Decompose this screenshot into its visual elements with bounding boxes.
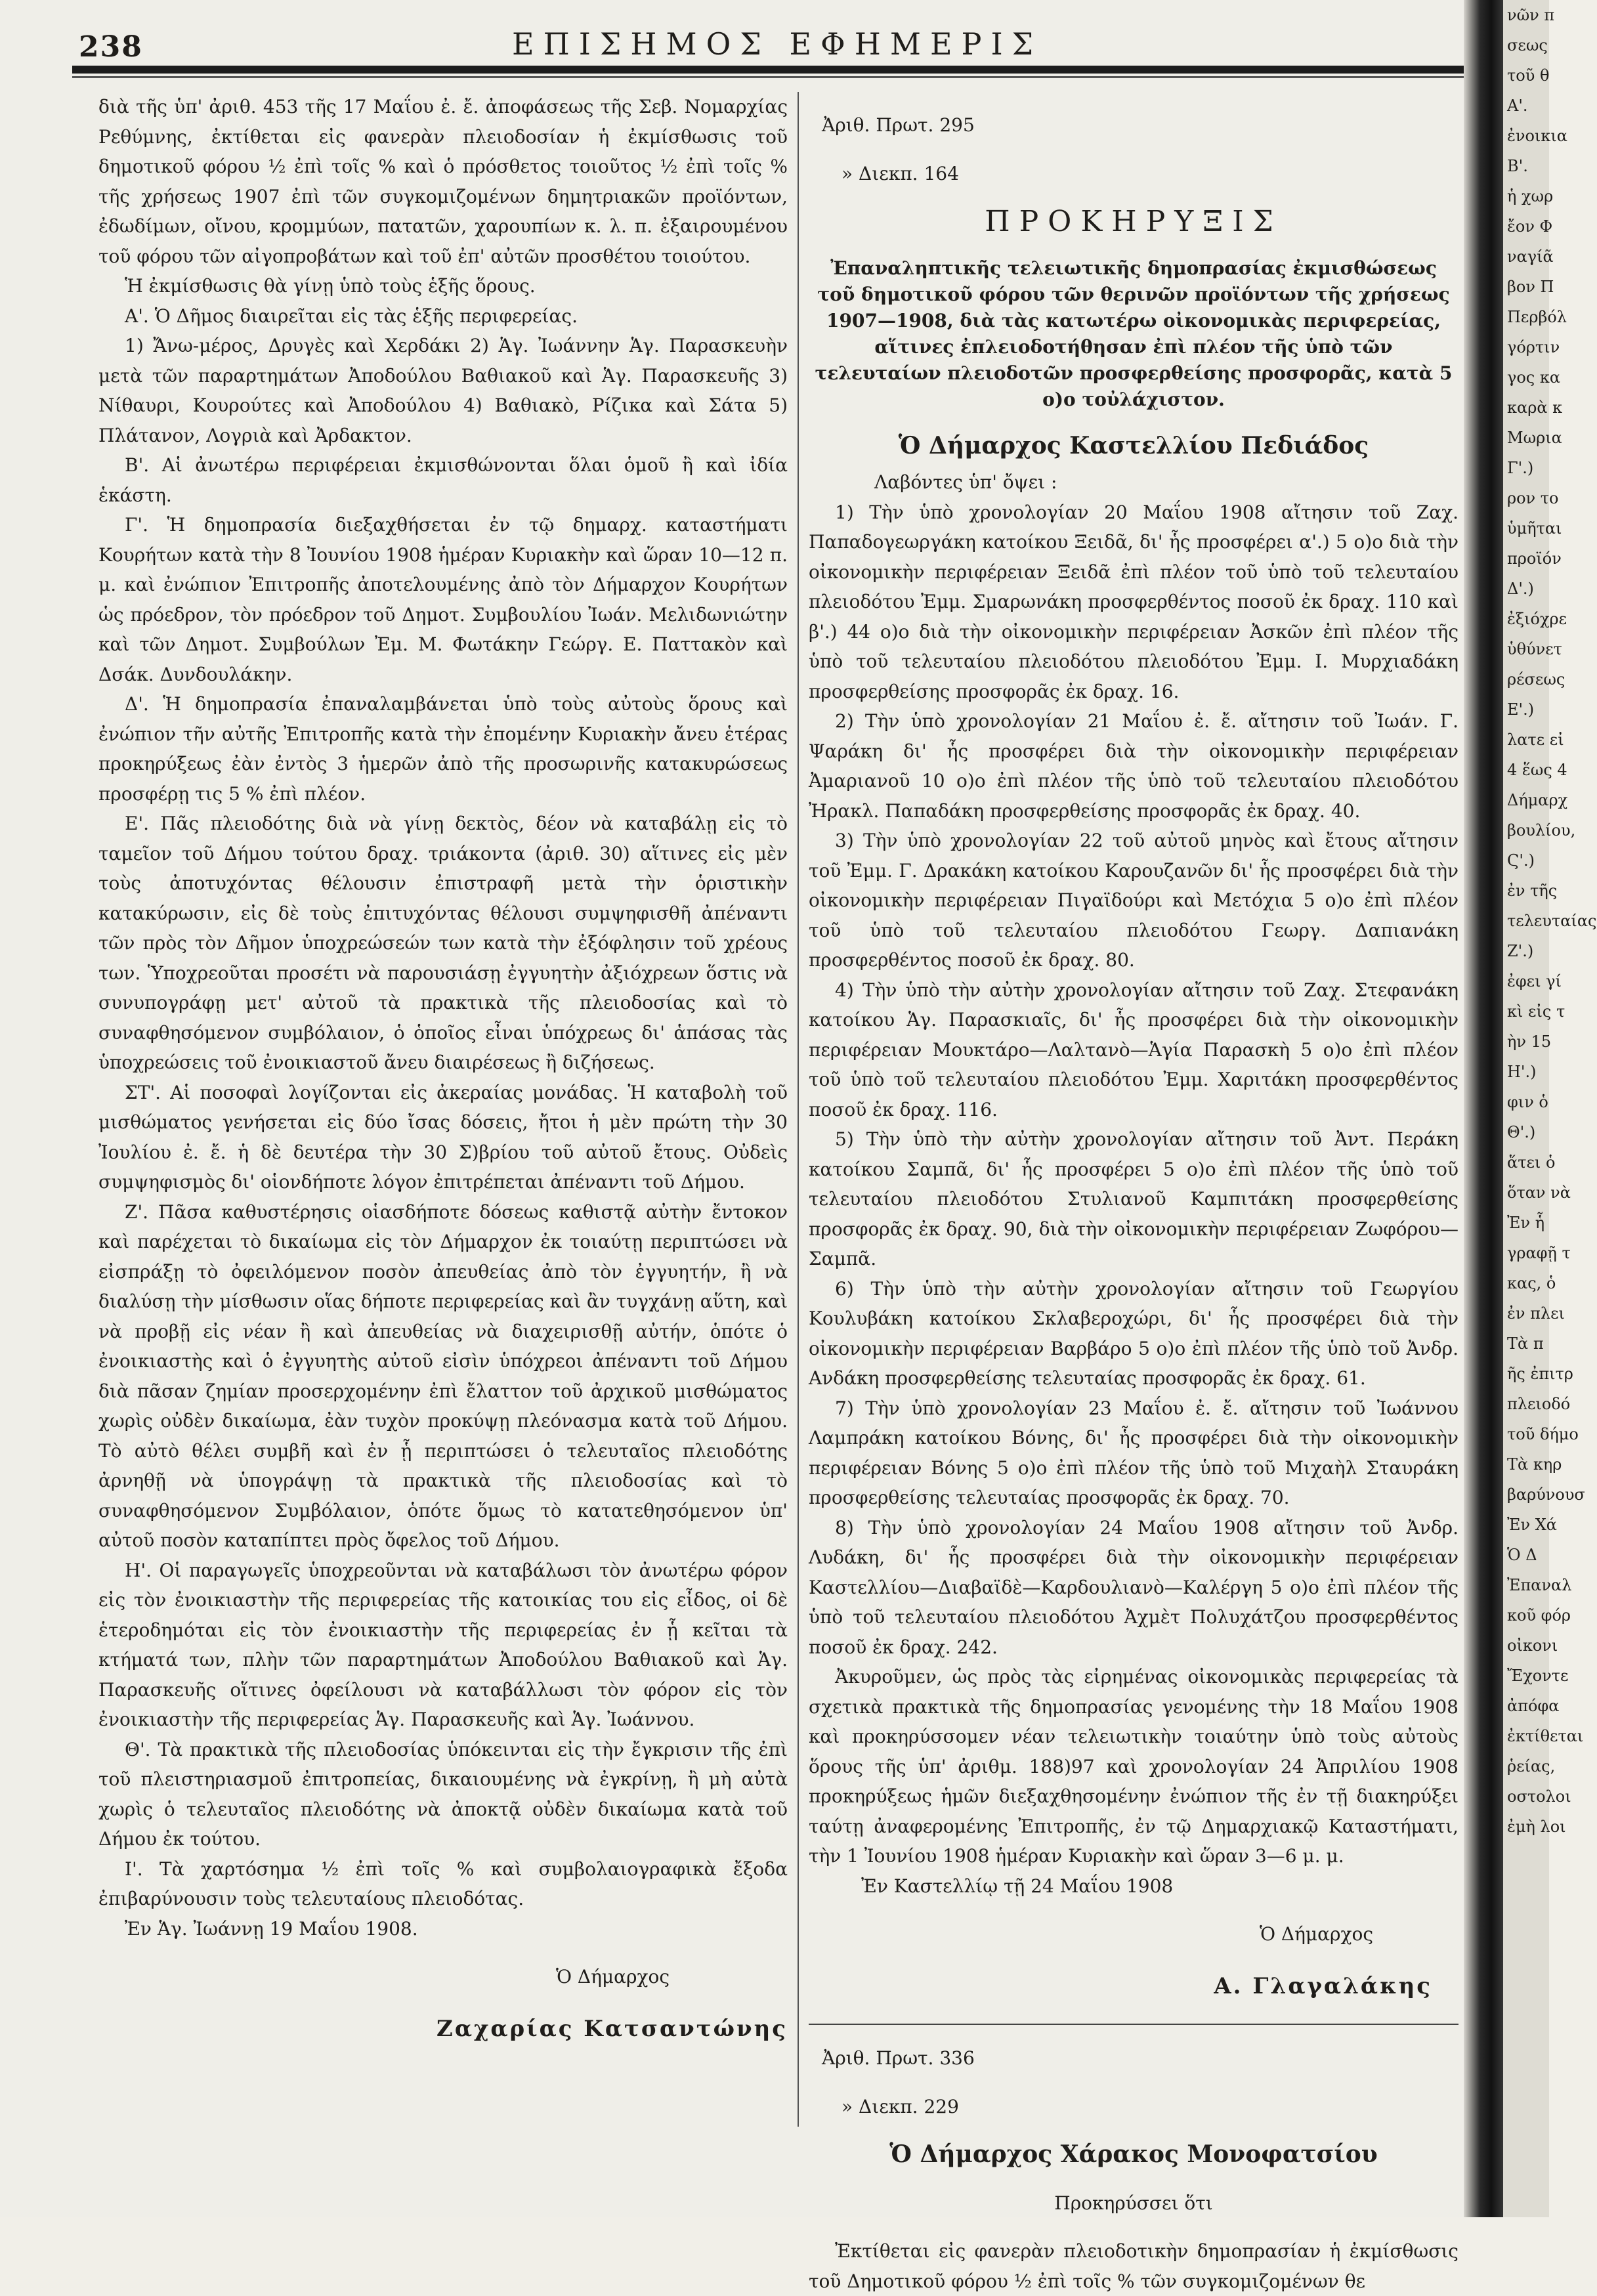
signatory-role: Ὁ Δήμαρχος (1259, 1923, 1373, 1945)
adjacent-page-line: προϊόν (1507, 549, 1562, 568)
adjacent-page-line: πλειοδό (1507, 1395, 1571, 1413)
dispatch-number: » Διεκπ. 229 (841, 2095, 959, 2117)
adjacent-page-line: λατε εἰ (1507, 731, 1564, 749)
left-paragraph: 1) Ἄνω-μέρος, Δρυγὲς καὶ Χερδάκι 2) Ἁγ. Ἰωάννην Ἁγ. Παρασκευὴν μετὰ τῶν παραρτημάτων Ἀποδούλου Βαθιακοῦ καὶ Ἁγ. Παρασκευῆς 3) Νίθαυρι, Κουρούτες καὶ Ἀποδούλου 4) Βαθιακὸ, Ρίζικα καὶ Σάτα 5) Πλάτανον, Λογριὰ καὶ Ἀρδακτον. (98, 335, 788, 446)
adjacent-page-line: βουλίου, (1507, 821, 1576, 840)
mayor-heading: Ὁ Δήμαρχος Χάρακος Μονοφατσίου (889, 2140, 1378, 2168)
adjacent-page-line: Η'.) (1507, 1063, 1537, 1081)
adjacent-page-line: νῶν π (1507, 6, 1555, 24)
list-item: 6) Τὴν ὑπὸ τὴν αὐτὴν χρονολογίαν αἴτησιν τοῦ Γεωργίου Κουλυβάκη κατοίκου Σκλαβεροχώρι, δι' ἧς προσφέρει διὰ τὴν οἰκονομικὴν περιφέρειαν Βαρβάρο 5 ο)ο ἐπὶ πλέον τῆς ὑπὸ τοῦ Ἀνδρ. Ανδάκη προσφερθείσης τελευταίας προσφορᾶς ἐκ δραχ. 61. (809, 1277, 1459, 1389)
left-paragraph: Γ'. Ἡ δημοπρασία διεξαχθήσεται ἐν τῷ δημαρχ. καταστήματι Κουρήτων κατὰ τὴν 8 Ἰουνίου 1908 ἡμέραν Κυριακὴν καὶ ὥραν 10—12 π. μ. καὶ ἐνώπιον Ἐπιτροπῆς ἀποτελουμένης ἀπὸ τὸν Δήμαρχον Κουρήτων ὡς πρόεδρον, τὸν πρόεδρον τοῦ Δημοτ. Συμβουλίου Ἰωάν. Μελιδωνιώτην καὶ τῶν Δημοτ. Συμβούλων Ἐμ. Μ. Φωτάκην Γεώργ. Ε. Παττακὸν καὶ Δσάκ. Δυνδουλάκην. (98, 514, 788, 685)
adjacent-page-line: Περβόλ (1507, 308, 1567, 326)
right-column (809, 92, 1459, 2296)
adjacent-page-line: κοῦ φόρ (1507, 1606, 1571, 1625)
closing-paragraph: Ἀκυροῦμεν, ὡς πρὸς τὰς εἰρημένας οἰκονομικὰς περιφερείας τὰ σχετικὰ πρακτικὰ τῆς δημοπρασίας γενομένης τὴν 18 Μαΐου 1908 καὶ προκηρύσσομεν νέαν τελειωτικὴν τοιαύτην ὑπὸ τοὺς αὐτοὺς ὅρους τῆς ὑπ' ἀριθμ. 188)97 καὶ χρονολογίαν 24 Ἀπριλίου 1908 προκηρύξεως ἡμῶν διεξαχθησομένην ἐνώπιον τῆς ἐν τῇ διακηρύξει ταύτῃ ἀναφερομένης Ἐπιτροπῆς, ἐν τῷ Δημαρχιακῷ Καταστήματι, τὴν 1 Ἰουνίου 1908 ἡμέραν Κυριακὴν καὶ ὥραν 3—6 μ. μ. (809, 1666, 1459, 1867)
final-paragraph: Ἐκτίθεται εἰς φανερὰν πλειοδοτικὴν δημοπρασίαν ἡ ἐκμίσθωσις τοῦ Δημοτικοῦ φόρου ½ ἐπὶ τοῖς % τῶν συγκομιζομένων θε (809, 2240, 1459, 2292)
proclamation-subtitle: Ἐπαναληπτικῆς τελειωτικῆς δημοπρασίας ἐκμισθώσεως τοῦ δημοτικοῦ φόρου τῶν θερινῶν προϊόντων τῆς χρήσεως 1907—1908, διὰ τὰς κατωτέρω οἰκονομικὰς περιφερείας, αἵτινες ἐπλειοδοτήθησαν ἐπὶ πλέον τῆς ὑπὸ τῶν τελευταίων πλειοδοτῶν προσφερθείσης προσφορᾶς, κατὰ 5 ο)ο τοὐλάχιστον. (815, 257, 1453, 410)
adjacent-page-line: Ἐν Χά (1507, 1516, 1557, 1534)
list-item: 8) Τὴν ὑπὸ χρονολογίαν 24 Μαΐου 1908 αἴτησιν τοῦ Ἀνδρ. Λυδάκη, δι' ἧς προσφέρει διὰ τὴν οἰκονομικὴν περιφέρειαν Καστελλίου—Διαβαϊδὲ—Καρδουλιανὸ—Καλέργη 5 ο)ο ἐπὶ πλέον τῆς ὑπὸ τοῦ τελευταίου πλειοδότου Ἀχμὲτ Πολυχάτζου προσφερθέντος ποσοῦ ἐκ δραχ. 242. (809, 1516, 1459, 1658)
adjacent-page-line: Δ'.) (1507, 580, 1534, 598)
adjacent-page-line: Β'. (1507, 157, 1528, 175)
adjacent-page-line: κὶ εἰς τ (1507, 1002, 1565, 1021)
adjacent-page-line: γόρτιν (1507, 338, 1560, 356)
adjacent-page-line: Ε'.) (1507, 700, 1535, 719)
adjacent-page-line: ἡ χωρ (1507, 187, 1554, 205)
adjacent-page-line: Ζ'.) (1507, 942, 1534, 960)
left-paragraph: Δ'. Ἡ δημοπρασία ἐπαναλαμβάνεται ὑπὸ τοὺς αὐτοὺς ὅρους καὶ ἐνώπιον τῆν αὐτῆς Ἐπιτροπῆς κατὰ τὴν ἐπομένην Κυριακὴν ἄνευ ἑτέρας προκηρύξεως ἐὰν ἐντὸς 3 ἡμερῶν ἀπὸ τῆς προσωρινῆς κατακυρώσεως προσφέρῃ τις 5 % ἐπὶ πλέον. (98, 693, 788, 805)
protocol-number: Ἀριθ. Πρωτ. 336 (822, 2047, 975, 2069)
adjacent-page-line: ρέσεως (1507, 670, 1565, 689)
list-item: 2) Τὴν ὑπὸ χρονολογίαν 21 Μαΐου ἐ. ἔ. αἴτησιν τοῦ Ἰωάν. Γ. Ψαράκη δι' ἧς προσφέρει διὰ τὴν οἰκονομικὴν περιφέρειαν Ἀμαριανοῦ 10 ο)ο ἐπὶ πλέον τῆς ὑπὸ τοῦ τελευταίου πλειοδότου Ἠρακλ. Παπαδάκη προσφερθείσης προσφορᾶς ἐκ δραχ. 40. (809, 710, 1459, 822)
adjacent-page-line: ὴν 15 (1507, 1032, 1552, 1051)
adjacent-page-line: ὑθύνετ (1507, 640, 1562, 658)
adjacent-page-line: βον Π (1507, 278, 1554, 296)
adjacent-page-line: κας, ὁ (1507, 1274, 1556, 1292)
protocol-number: Ἀριθ. Πρωτ. 295 (822, 114, 975, 136)
adjacent-page-line: γραφῇ τ (1507, 1244, 1571, 1262)
adjacent-page-line: Τὰ κηρ (1507, 1455, 1562, 1474)
adjacent-page-line: βαρύνουσ (1507, 1485, 1585, 1504)
adjacent-page-line: ἐμὴ λοι (1507, 1818, 1566, 1836)
adjacent-page-line: ὅταν νὰ (1507, 1183, 1571, 1202)
adjacent-page-fragment (1503, 0, 1597, 2217)
signature: Α. Γλαγαλάκης (1214, 1972, 1432, 1999)
journal-title: ΕΠΙΣΗΜΟΣ ΕΦΗΜΕΡΙΣ (512, 26, 1043, 62)
left-paragraph: Ἡ ἐκμίσθωσις θὰ γίνῃ ὑπὸ τοὺς ἑξῆς ὅρους. (125, 275, 536, 297)
column-divider (798, 92, 799, 2127)
header-rule-thin (72, 76, 1464, 78)
signature: Ζαχαρίας Κατσαντώνης (437, 2015, 788, 2042)
left-column (98, 92, 788, 2066)
adjacent-page-line: Γ'.) (1507, 459, 1534, 477)
adjacent-page-line: Δήμαρχ (1507, 791, 1568, 809)
proclamation-title: ΠΡΟΚΗΡΥΞΙΣ (985, 205, 1283, 238)
adjacent-page-line: φιν ὁ (1507, 1093, 1548, 1111)
adjacent-page-line: Ἐπαναλ (1507, 1576, 1572, 1594)
adjacent-page-line: σεως (1507, 36, 1548, 54)
adjacent-page-line: Α'. (1507, 96, 1528, 115)
adjacent-page-line: Ὁ Δ (1507, 1546, 1537, 1564)
adjacent-page-line: Ἐν ἧ (1507, 1214, 1545, 1232)
adjacent-page-line: ῥείας, (1507, 1757, 1556, 1775)
left-paragraph: Α'. Ὁ Δῆμος διαιρεῖται εἰς τὰς ἑξῆς περιφερείας. (125, 305, 578, 327)
adjacent-page-line: Θ'.) (1507, 1123, 1536, 1141)
list-item: 1) Τὴν ὑπὸ χρονολογίαν 20 Μαΐου 1908 αἴτησιν τοῦ Ζαχ. Παπαδογεωργάκη κατοίκου Ξειδᾶ, δι' ἧς προσφέρει α'.) 5 ο)ο διὰ τὴν οἰκονομικὴν περιφέρειαν Ξειδᾶ ἐπὶ πλέον τοῦ ὑπὸ τοῦ τελευταίου πλειοδότου Ἐμμ. Σμαρωνάκη προσφερθέντος ποσοῦ ἐκ δραχ. 110 καὶ β'.) 44 ο)ο διὰ τὴν οἰκονομικὴν περιφέρειαν Ἀσκῶν ἐπὶ πλέον τῆς ὑπὸ τοῦ τελευταίου πλειοδότου πλειοδότου Ἐμμ. Ι. Μυρχιαδάκη προσφερθείσης προσφορᾶς ἐκ δραχ. 16. (809, 501, 1459, 702)
left-paragraph: ΣΤ'. Αἱ ποσοφαὶ λογίζονται εἰς ἀκεραίας μονάδας. Ἡ καταβολὴ τοῦ μισθώματος γενήσεται εἰς δύο ἴσας δόσεις, ἤτοι ἡ μὲν πρώτη τὴν 30 Ἰουλίου ἐ. ἔ. ἡ δὲ δευτέρα τὴν 30 Σ)βρίου τοῦ αὐτοῦ ἔτους. Οὐδεὶς συμψηφισμὸς δι' οἱονδήποτε λόγον ἐπιτρέπεται ἀπέναντι τοῦ Δήμου. (98, 1081, 788, 1193)
page-number: 238 (79, 30, 143, 64)
adjacent-page-line: Τὰ π (1507, 1334, 1544, 1353)
list-item: 3) Τὴν ὑπὸ χρονολογίαν 22 τοῦ αὐτοῦ μηνὸς καὶ ἔτους αἴτησιν τοῦ Ἐμμ. Γ. Δρακάκη κατοίκου Καρουζανῶν δι' ἧς προσφέρει διὰ τὴν οἰκονομικὴν περιφέρειαν Πιγαϊδούρι καὶ Μετόχια 5 ο)ο ἐπὶ πλέον τοῦ ὑπὸ τοῦ τελευταίου πλειοδότου Γεωργ. Δαπιανάκη προσφερθέντος ποσοῦ ἐκ δραχ. 80. (809, 830, 1459, 971)
date-line: Ἐν Καστελλίῳ τῇ 24 Μαΐου 1908 (861, 1875, 1174, 1897)
left-paragraph: Ζ'. Πᾶσα καθυστέρησις οἱασδήποτε δόσεως καθιστᾷ αὐτὴν ἔντοκον καὶ παρέχεται τὸ δικαίωμα εἰς τὸν Δήμαρχον ἐκ τοιαύτῃ περιπτώσει νὰ εἰσπράξῃ τὸ ὀφειλόμενον ποσὸν ἀπευθείας ἀπὸ τὸν ἐγγυητήν, ἢ νὰ διαλύσῃ τὴν μίσθωσιν οἵας δήποτε περιφερείας καὶ ἂν τυγχάνῃ αὕτη, καὶ νὰ προβῇ εἰς νέαν ἢ καὶ ἀπευθείας νὰ διαχειρισθῇ αὐτήν, ὁπότε ὁ ἐνοικιαστὴς καὶ ὁ ἐγγυητὴς αὐτοῦ εἰσὶν ὑπόχρεοι ἀπέναντι τοῦ Δήμου διὰ πᾶσαν ζημίαν προσερχομένην ἐπὶ ἔλαττον τοῦ ἀρχικοῦ μισθώματος χωρὶς οὐδὲν δικαίωμα, ἐὰν τυχὸν προκύψῃ πλεόνασμα κατὰ τοῦ Δήμου. Τὸ αὐτὸ θέλει συμβῆ καὶ ἐν ᾗ περιπτώσει ὁ τελευταῖος πλειοδότης ἀρνηθῇ νὰ ὑπογράψῃ τὰ πρακτικὰ τῆς πλειοδοσίας καὶ τὸ συναφθησόμενον Συμβόλαιον, ὁπότε ὅμως τὸ κατατεθησόμενον ὑπ' αὐτοῦ ποσὸν καταπίπτει πρὸς ὄφελος τοῦ Δήμου. (98, 1201, 788, 1551)
adjacent-page-line: οστολοι (1507, 1787, 1571, 1806)
adjacent-page-line: ἅτει ὁ (1507, 1153, 1556, 1172)
adjacent-page-line: ὑμῆται (1507, 519, 1562, 538)
adjacent-page-line: ῆς ἐπιτρ (1507, 1365, 1573, 1383)
adjacent-page-line: ναγίᾶ (1507, 247, 1554, 266)
intro-line: Λαβόντες ὑπ' ὄψει : (874, 471, 1057, 493)
adjacent-page-line: Ἔχοντε (1507, 1667, 1569, 1685)
header-rule (72, 66, 1464, 74)
adjacent-page-line: τελευταίας (1507, 912, 1597, 930)
adjacent-page-line: ρον το (1507, 489, 1559, 507)
left-paragraph: Ι'. Τὰ χαρτόσημα ½ ἐπὶ τοῖς % καὶ συμβολαιογραφικὰ ἔξοδα ἐπιβαρύνουσιν τοὺς τελευταίους πλειοδότας. (98, 1858, 788, 1909)
list-item: 4) Τὴν ὑπὸ τὴν αὐτὴν χρονολογίαν αἴτησιν τοῦ Ζαχ. Στεφανάκη κατοίκου Ἁγ. Παρασκιαῖς, δι' ἧς προσφέρει διὰ τὴν οἰκονομικὴν περιφέρειαν Μουκτάρο—Λαλτανὸ—Ἁγία Παρασκὴ 5 ο)ο ἐπὶ πλέον τοῦ ὑπὸ τοῦ τελευταίου πλειοδότου Ἐμμ. Χαριτάκη προσφερθέντος ποσοῦ ἐκ δραχ. 116. (809, 979, 1459, 1120)
adjacent-page-line: ἐνοικια (1507, 127, 1567, 145)
adjacent-page-line: ἐφει γί (1507, 972, 1562, 990)
adjacent-page-line: οἰκονι (1507, 1636, 1558, 1655)
mayor-heading: Ὁ Δήμαρχος Καστελλίου Πεδιάδος (898, 431, 1369, 459)
adjacent-page-line: καρὰ κ (1507, 398, 1563, 417)
adjacent-page-line: 4 ἕως 4 (1507, 761, 1567, 779)
dispatch-number: » Διεκπ. 164 (841, 162, 959, 184)
adjacent-page-line: Ϛ'.) (1507, 851, 1535, 870)
list-item: 5) Τὴν ὑπὸ τὴν αὐτὴν χρονολογίαν αἴτησιν τοῦ Ἀντ. Περάκη κατοίκου Σαμπᾶ, δι' ἧς προσφέρει 5 ο)ο ἐπὶ πλέον τῆς ὑπὸ τοῦ τελευταίου πλειοδότου Στυλιανοῦ Καμπιτάκη προσφερθείσης προσφορᾶς ἐκ δραχ. 90, διὰ τὴν οἰκονομικὴν περιφέρειαν Ζωφόρου—Σαμπᾶ. (809, 1128, 1459, 1269)
adjacent-page-line: ἐν τῆς (1507, 882, 1558, 900)
date-line: Ἐν Ἁγ. Ἰωάννῃ 19 Μαΐου 1908. (125, 1917, 418, 1940)
adjacent-page-line: Μωρια (1507, 429, 1562, 447)
adjacent-page-line: τοῦ θ (1507, 66, 1550, 85)
adjacent-page-line: ἐξιόχρε (1507, 610, 1567, 628)
proclaims-line: Προκηρύσσει ὅτι (1054, 2192, 1213, 2214)
left-paragraph: Ε'. Πᾶς πλειοδότης διὰ νὰ γίνῃ δεκτὸς, δέον νὰ καταβάλῃ εἰς τὸ ταμεῖον τοῦ Δήμου τούτου δραχ. τριάκοντα (ἀριθ. 30) αἵτινες εἰς μὲν τοὺς ἀποτυχόντας θέλουσιν ἐπιστραφῆ μετὰ τὴν ὁριστικὴν κατακύρωσιν, εἰς δὲ τοὺς ἐπιτυχόντας θέλουσι συμψηφισθῆ ἀπέναντι τῶν πρὸς τὸν Δῆμον ὑποχρεώσεών των κατὰ τὴν ἐξόφλησιν τοῦ χρέους των. Ὑποχρεοῦται προσέτι νὰ παρουσιάσῃ ἐγγυητὴν ἀξιόχρεων ὅστις νὰ συνυπογράφῃ μετ' αὐτοῦ τὰ πρακτικὰ τῆς πλειοδοσίας καὶ τὸ συναφθησόμενον συμβόλαιον, ὁ ὁποῖος εἶναι ὑπόχρεως δι' ἁπάσας τὰς ὑποχρεώσεις τοῦ ἐνοικιαστοῦ ἄνευ διαιρέσεως ἢ διζήσεως. (98, 813, 788, 1073)
list-item: 7) Τὴν ὑπὸ χρονολογίαν 23 Μαΐου ἐ. ἔ. αἴτησιν τοῦ Ἰωάννου Λαμπράκη κατοίκου Βόνης, δι' ἧς προσφέρει διὰ τὴν οἰκονομικὴν περιφέρειαν Βόνης 5 ο)ο ἐπὶ πλέον τῆς ὑπὸ τοῦ Μιχαὴλ Σταυράκη προσφερθείσης τελευταίας προσφορᾶς ἐκ δραχ. 70. (809, 1397, 1459, 1508)
left-paragraph: διὰ τῆς ὑπ' ἀριθ. 453 τῆς 17 Μαΐου ἐ. ἔ. ἀποφάσεως τῆς Σεβ. Νομαρχίας Ρεθύμνης, ἐκτίθεται εἰς φανερὰν πλειοδοσίαν ἡ ἐκμίσθωσις τοῦ δημοτικοῦ φόρου ½ ἐπὶ τοῖς % καὶ ὁ πρόσθετος τοιοῦτος ½ ἐπὶ τοῖς % τῆς χρήσεως 1907 ἐπὶ τῶν συγκομιζομένων δημητριακῶν προϊόντων, ἐδωδίμων, οἴνου, κρομμύων, πατατῶν, χαρουπίων κ. λ. π. ἐξαιρουμένου τοῦ φόρου τῶν αἰγοπροβάτων καὶ τοῦ ἐπ' αὐτῶν προσθέτου τοιούτου. (98, 96, 788, 267)
section-separator (809, 2024, 1459, 2025)
adjacent-page-line: τοῦ δήμο (1507, 1425, 1579, 1443)
signatory-role: Ὁ Δήμαρχος (555, 1966, 670, 1988)
left-paragraph: Β'. Αἱ ἀνωτέρω περιφέρειαι ἐκμισθώνονται ὅλαι ὁμοῦ ἢ καὶ ἰδία ἑκάστη. (98, 454, 788, 506)
adjacent-page-line: ἐκτίθεται (1507, 1727, 1584, 1745)
adjacent-page-line: ἔον Φ (1507, 217, 1553, 236)
adjacent-page-line: ἐν πλει (1507, 1304, 1565, 1323)
adjacent-page-line: γος κα (1507, 368, 1561, 387)
left-paragraph: Η'. Οἱ παραγωγεῖς ὑποχρεοῦνται νὰ καταβάλωσι τὸν ἀνωτέρω φόρον εἰς τὸν ἐνοικιαστὴν τῆς περιφερείας τῆς κατοικίας του εἰς εἶδος, οἱ δὲ ἑτεροδημόται εἰς τὸν ἐνοικιαστὴν τῆς περιφερείας ἐν ᾗ κεῖται τὰ κτήματά των, πλὴν τῶν παραρτημάτων Ἀποδούλου Βαθιακοῦ καὶ Ἁγ. Παρασκευῆς οἵτινες ὀφείλουσι νὰ καταβάλλωσι τὸν φόρον εἰς τὸν ἐνοικιαστὴν τῆς περιφερείας Ἁγ. Παρασκευῆς καὶ Ἁγ. Ἰωάννου. (98, 1559, 788, 1730)
left-paragraph: Θ'. Τὰ πρακτικὰ τῆς πλειοδοσίας ὑπόκεινται εἰς τὴν ἔγκρισιν τῆς ἐπὶ τοῦ πλειστηριασμοῦ ἐπιτροπείας, δικαιουμένης νὰ ἐγκρίνῃ, ἢ μὴ αὐτὰ χωρὶς ὁ τελευταῖος πλειοδότης νὰ ἀποκτᾷ οὐδὲν δικαίωμα κατὰ τοῦ Δήμου ἐκ τούτου. (98, 1738, 788, 1850)
adjacent-page-line: ἀπόφα (1507, 1697, 1560, 1715)
